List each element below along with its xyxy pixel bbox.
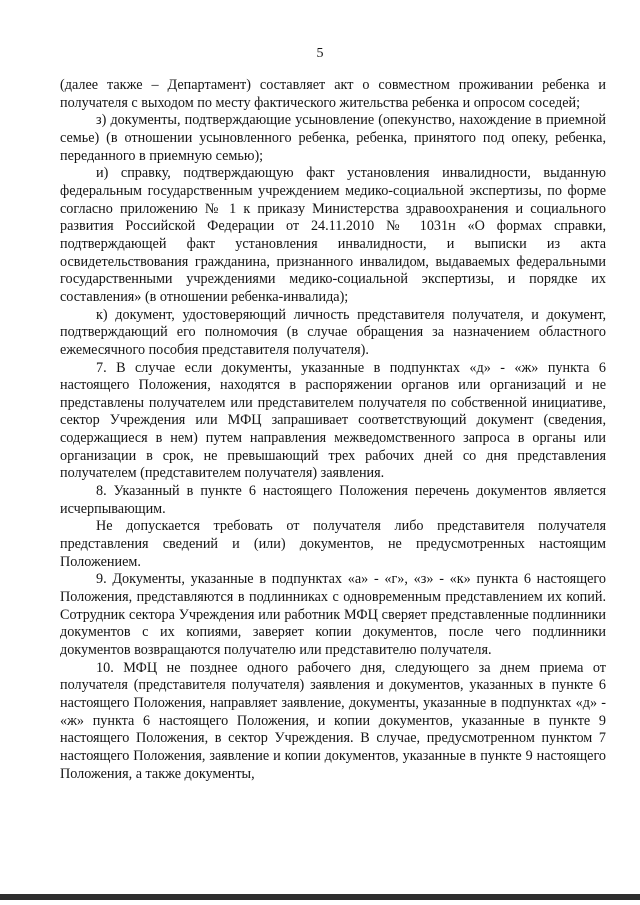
page-number: 5 (316, 46, 324, 61)
paragraph-item-i: и) справку, подтверждающую факт установления инвалидности, выданную федеральным государственным учреждением медико-социальной экспертизы, по форме согласно приложению № 1 к приказу Министерства здравоохранения и социального развития Российской Федерации от 24.11.2010 № 1031н «О формах справки, подтверждающей факт установления инвалидности, и выписки из акта освидетельствования гражданина, признанного инвалидом, выдаваемых федеральными государственными учреждениями медико-социальной экспертизы, и порядке их составления» (в отношении ребенка-инвалида); (60, 165, 606, 305)
paragraph-clause-8-note: Не допускается требовать от получателя либо представителя получателя представления сведений и (или) документов, не предусмотренных настоящим Положением. (60, 518, 606, 570)
paragraph-continuation: (далее также – Департамент) составляет акт о совместном проживании ребенка и получателя с выходом по месту фактического жительства ребенка и опросом соседей; (60, 77, 606, 111)
document-body (60, 77, 606, 783)
paragraph-item-z: з) документы, подтверждающие усыновление (опекунство, нахождение в приемной семье) (в отношении усыновленного ребенка, ребенка, принятого под опеку, ребенка, переданного в приемную семью); (60, 112, 606, 164)
paragraph-clause-9: 9. Документы, указанные в подпунктах «а» - «г», «з» - «к» пункта 6 настоящего Положения, представляются в подлинниках с одновременным представлением их копий. Сотрудник сектора Учреждения или работник МФЦ сверяет представленные подлинники документов с их копиями, заверяет копии документов, после чего подлинники документов возвращаются получателю или представителю получателя. (60, 571, 606, 658)
paragraph-clause-8: 8. Указанный в пункте 6 настоящего Положения перечень документов является исчерпывающим. (60, 483, 606, 517)
paragraph-item-k: к) документ, удостоверяющий личность представителя получателя, и документ, подтверждающий его полномочия (в случае обращения за назначением областного ежемесячного пособия представителя получателя). (60, 306, 606, 358)
paragraph-clause-7: 7. В случае если документы, указанные в подпунктах «д» - «ж» пункта 6 настоящего Положения, находятся в распоряжении органов или организаций и не представлены получателем или представителем получателя по собственной инициативе, сектор Учреждения или МФЦ запрашивает соответствующий документ (сведения, содержащиеся в нем) путем направления межведомственного запроса в органы или организации в срок, не превышающий трех рабочих дней со дня представления получателем (представителем получателя) заявления. (60, 359, 606, 482)
paragraph-clause-10: 10. МФЦ не позднее одного рабочего дня, следующего за днем приема от получателя (представителя получателя) заявления и документов, указанных в пункте 6 настоящего Положения, направляет заявление, документы, указанные в подпунктах «д» - «ж» пункта 6 настоящего Положения, и копии документов, указанные в пункте 9 настоящего Положения, в сектор Учреждения. В случае, предусмотренном пунктом 7 настоящего Положения, заявление и копии документов, указанные в пункте 9 настоящего Положения, а также документы, (60, 659, 606, 782)
bottom-scan-border (0, 894, 640, 900)
